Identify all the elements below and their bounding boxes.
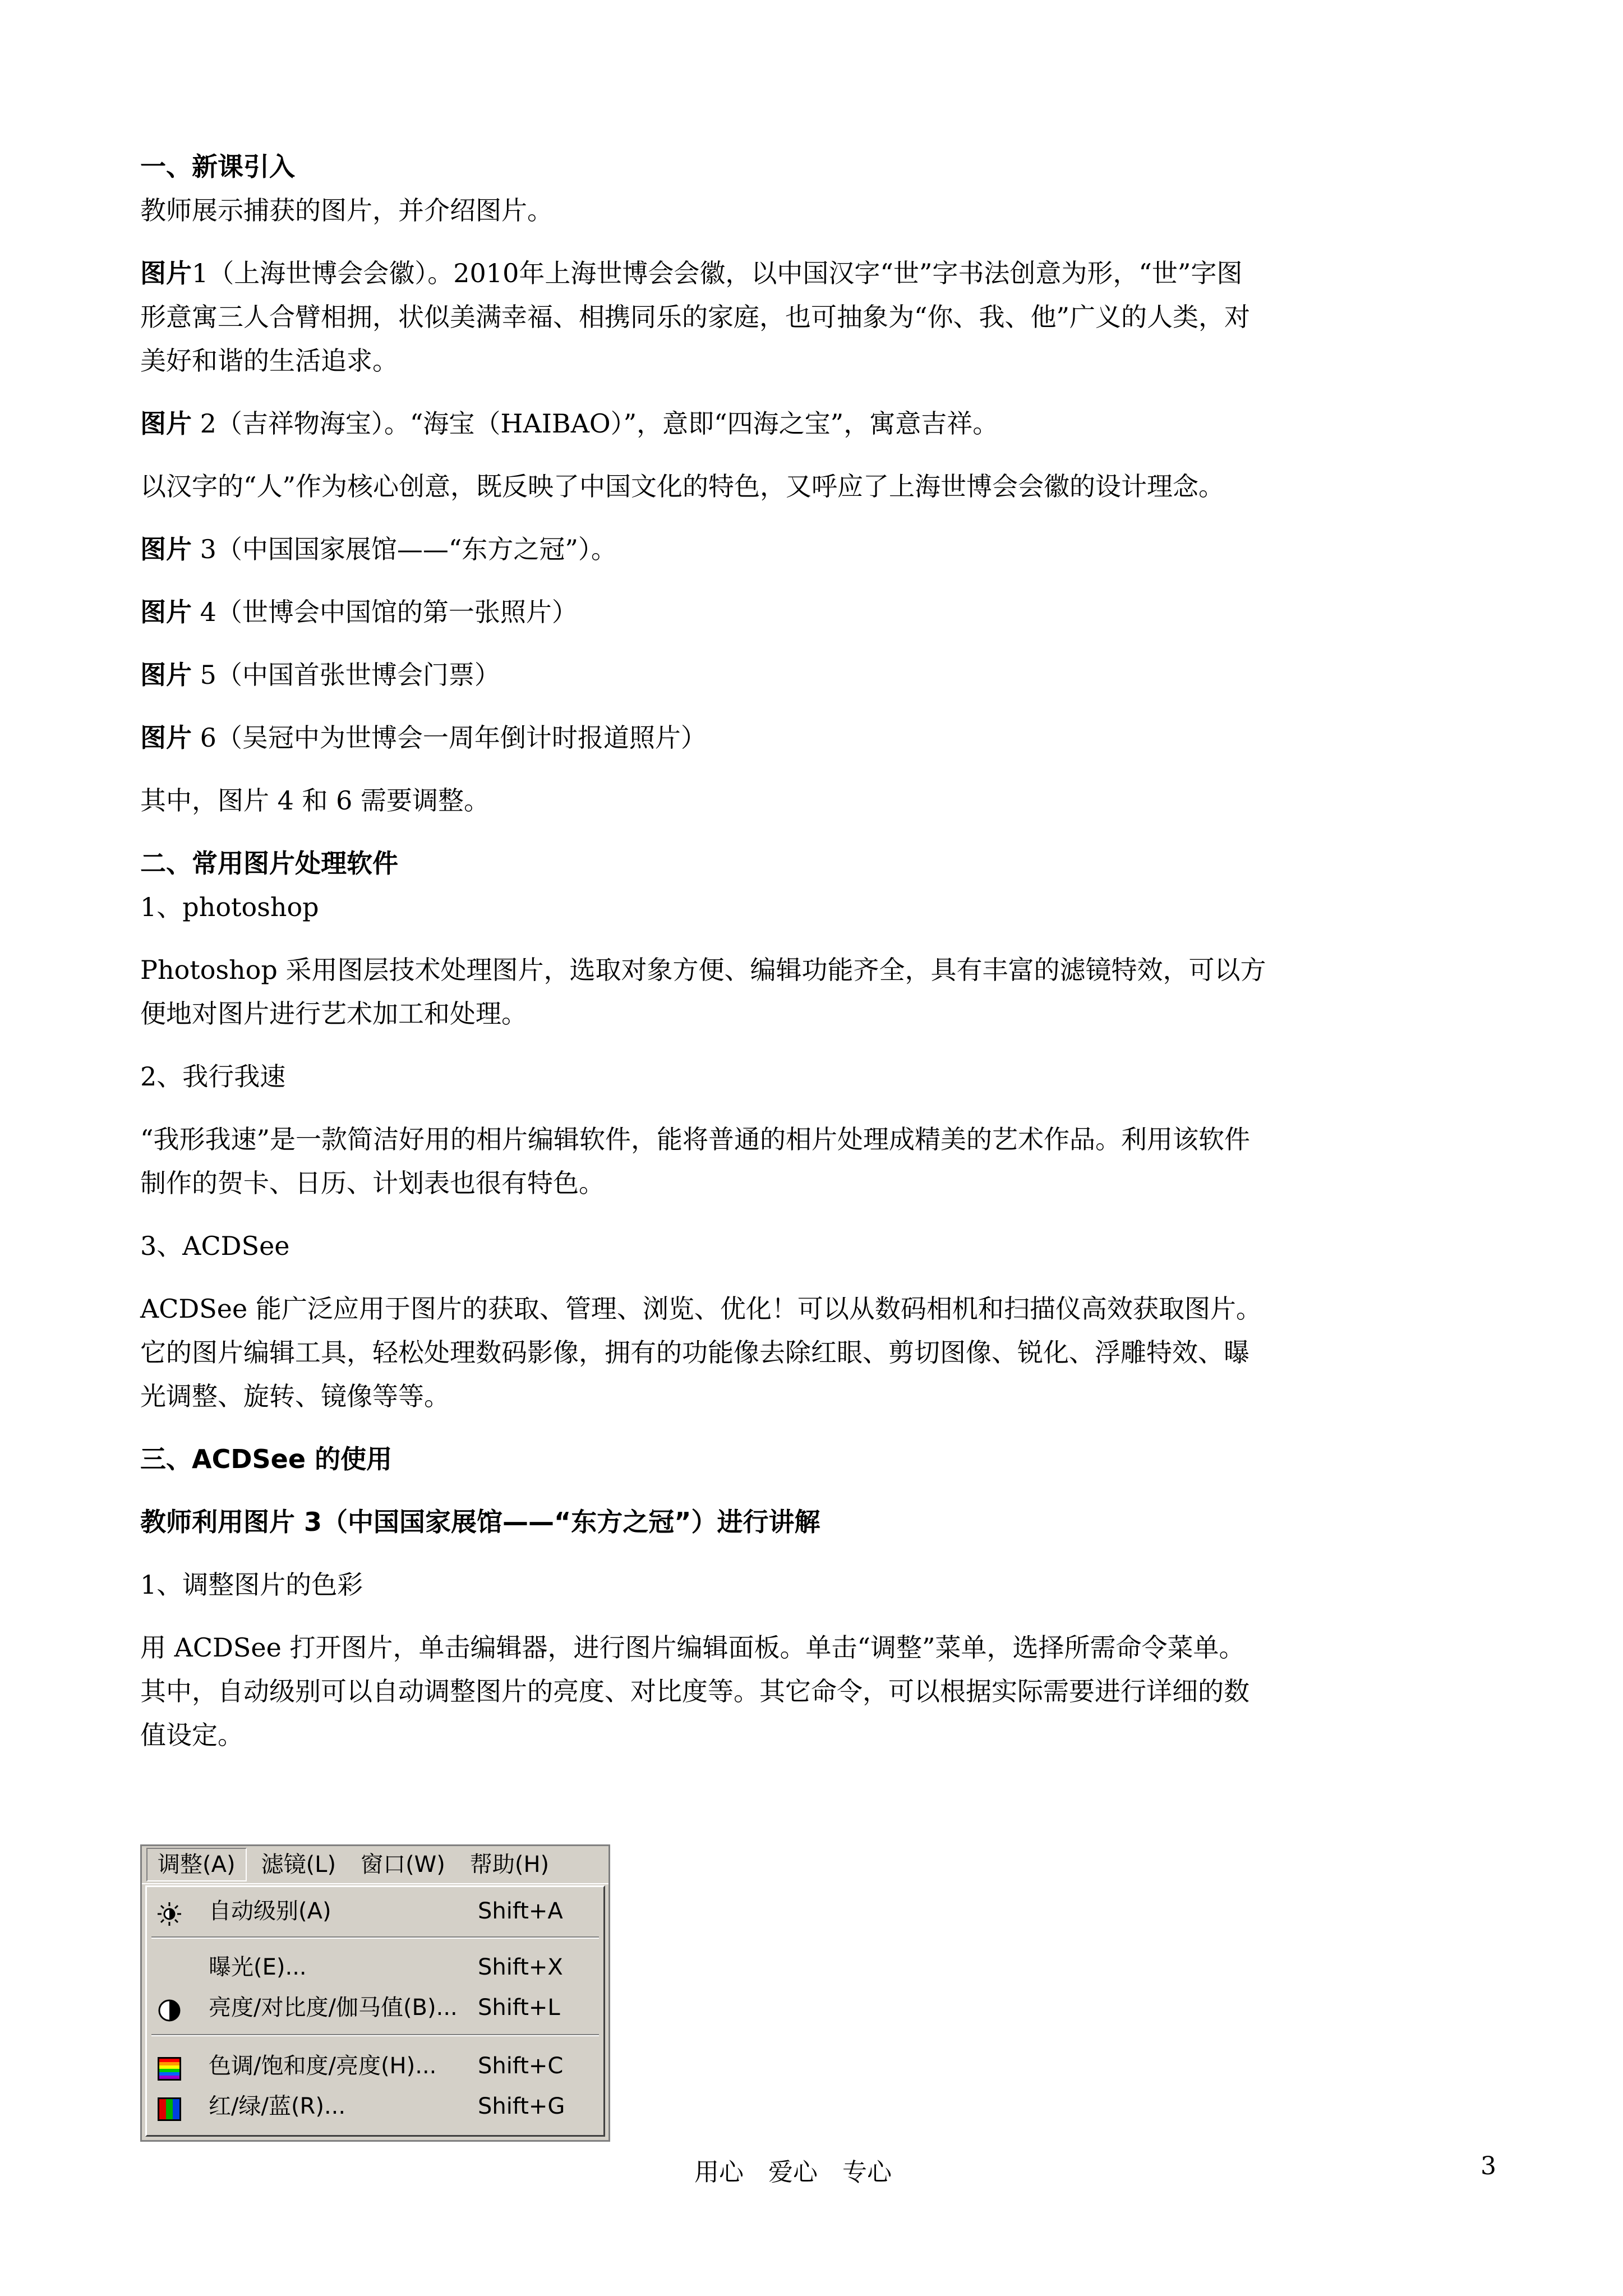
paragraph-acdsee: ACDSee 能广泛应用于图片的获取、管理、浏览、优化！可以从数码相机和扫描仪高效获取图片。它的图片编辑工具，轻松处理数码影像，拥有的功能像去除红眼、剪切图像、锐化、浮雕特效、曝光调整、旋转、镜像等等。 (140, 1294, 1262, 1411)
menu-help[interactable]: 帮助(H) (469, 1852, 550, 1878)
acdsee-adjust-menu-screenshot (140, 1844, 610, 2142)
software-1-title: 1、photoshop (140, 892, 319, 922)
menu-window[interactable]: 窗口(W) (361, 1852, 445, 1878)
menu-item-label: 色调/饱和度/亮度(H)... (209, 2053, 437, 2079)
menu-item-shortcut: Shift+X (478, 1954, 563, 1980)
paragraph-image-5 (140, 653, 1267, 697)
image-label: 图片 (140, 597, 192, 627)
image-2-desc: 2（吉祥物海宝）。“海宝（HAIBAO）”，意即“四海之宝”，寓意吉祥。 (192, 408, 999, 439)
menu-item-brightness-contrast-gamma[interactable] (147, 1988, 603, 2027)
paragraph-image-4 (140, 590, 1267, 634)
paragraph-image-2 (140, 402, 1267, 445)
section-heading-2: 二、常用图片处理软件 (140, 848, 398, 878)
paragraph-image-3 (140, 527, 1267, 571)
sub-heading-lecture: 教师利用图片 3（中国国家展馆——“东方之冠”）进行讲解 (140, 1507, 820, 1537)
menu-item-hue-saturation[interactable] (147, 2046, 603, 2086)
image-4-desc: 4（世博会中国馆的第一张照片） (192, 597, 578, 627)
software-2-title: 2、我行我速 (140, 1061, 286, 1092)
adjust-dropdown (145, 1885, 605, 2137)
rainbow-icon (157, 2054, 182, 2079)
half-circle-icon (157, 1996, 182, 2021)
image-label: 图片 (140, 258, 192, 288)
document-body (140, 145, 1267, 1757)
image-label: 图片 (140, 723, 192, 753)
menu-filter[interactable]: 滤镜(L) (261, 1852, 336, 1878)
paragraph-step-1: 用 ACDSee 打开图片，单击编辑器，进行图片编辑面板。单击“调整”菜单，选择所需命令菜单。其中，自动级别可以自动调整图片的亮度、对比度等。其它命令，可以根据实际需要进行详细的数值设定。 (140, 1632, 1249, 1750)
paragraph-adjust-note: 其中，图片 4 和 6 需要调整。 (140, 785, 490, 816)
image-label: 图片 (140, 660, 192, 690)
menu-separator (151, 1936, 599, 1939)
paragraph-intro: 教师展示捕获的图片，并介绍图片。 (140, 195, 553, 226)
paragraph-haibao-concept: 以汉字的“人”作为核心创意，既反映了中国文化的特色，又呼应了上海世博会会徽的设计理念。 (140, 471, 1225, 501)
image-6-desc: 6（吴冠中为世博会一周年倒计时报道照片） (192, 723, 707, 753)
step-1-title: 1、调整图片的色彩 (140, 1570, 363, 1600)
paragraph-woxingwosu: “我形我速”是一款简洁好用的相片编辑软件，能将普通的相片处理成精美的艺术作品。利用该软件制作的贺卡、日历、计划表也很有特色。 (140, 1124, 1251, 1198)
image-label: 图片 (140, 534, 192, 564)
paragraph-image-1 (140, 251, 1267, 383)
footer-motto: 用心 爱心 专心 (694, 2158, 892, 2187)
menu-item-shortcut: Shift+A (478, 1898, 563, 1924)
menu-item-label: 曝光(E)... (209, 1954, 307, 1980)
paragraph-photoshop: Photoshop 采用图层技术处理图片，选取对象方便、编辑功能齐全，具有丰富的滤镜特效，可以方便地对图片进行艺术加工和处理。 (140, 955, 1266, 1029)
image-1-desc: 1（上海世博会会徽）。2010年上海世博会会徽，以中国汉字“世”字书法创意为形，“世”字图形意寓三人合臂相拥，状似美满幸福、相携同乐的家庭，也可抽象为“你、我、他”广义的人类，对美好和谐的生活追求。 (140, 258, 1251, 376)
image-3-desc: 3（中国国家展馆——“东方之冠”）。 (192, 534, 617, 564)
image-5-desc: 5（中国首张世博会门票） (192, 660, 500, 690)
menu-item-auto-level[interactable] (147, 1892, 603, 1931)
menu-item-shortcut: Shift+G (478, 2093, 565, 2119)
section-heading-1: 一、新课引入 (140, 151, 295, 182)
software-3-title: 3、ACDSee (140, 1231, 290, 1261)
menu-item-label: 红/绿/蓝(R)... (209, 2093, 346, 2119)
image-label: 图片 (140, 408, 192, 439)
menu-bar (142, 1846, 608, 1884)
sun-icon (157, 1899, 182, 1924)
menu-item-exposure[interactable] (147, 1948, 603, 1987)
rgb-icon (157, 2095, 182, 2119)
menu-item-rgb[interactable] (147, 2087, 603, 2126)
menu-item-shortcut: Shift+C (478, 2053, 564, 2079)
menu-item-shortcut: Shift+L (478, 1995, 560, 2021)
section-heading-3: 三、ACDSee 的使用 (140, 1444, 393, 1474)
paragraph-image-6 (140, 716, 1267, 760)
menu-item-label: 亮度/对比度/伽马值(B)... (209, 1995, 458, 2021)
menu-separator (151, 2034, 599, 2036)
menu-item-label: 自动级别(A) (209, 1898, 331, 1924)
menu-adjust[interactable]: 调整(A) (146, 1848, 247, 1881)
page-number: 3 (1481, 2152, 1496, 2180)
